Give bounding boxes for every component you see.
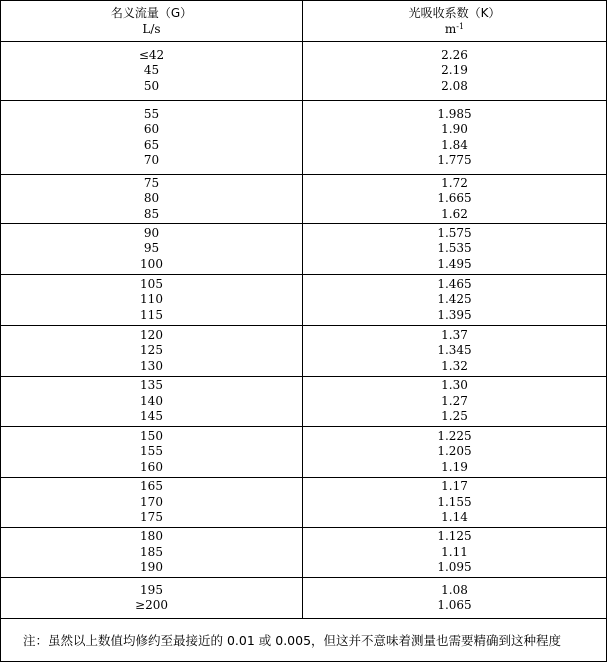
k-cell [303,427,607,478]
flow-cell [1,578,303,619]
k-value: 1.08 [441,582,468,597]
flow-value: 130 [140,358,163,373]
k-value: 1.665 [437,191,472,206]
flow-value: 45 [143,63,160,78]
flow-value: 95 [143,241,160,256]
flow-value: 125 [140,343,163,358]
flow-value: 105 [140,276,163,291]
flow-value: 85 [143,206,160,221]
header-k-cell [303,1,607,42]
k-value: 1.775 [437,153,472,167]
k-cell [303,326,607,377]
flow-value: 190 [140,560,163,575]
k-value: 1.37 [441,327,468,342]
header-row [1,1,607,42]
k-value: 1.72 [441,175,468,190]
flow-value: 80 [143,191,160,206]
header-flow-title: 名义流量（G） [110,6,193,20]
flow-value: 55 [143,106,160,121]
k-value: 1.30 [441,378,468,393]
k-value: 1.32 [441,358,468,373]
flow-cell [1,101,303,175]
k-value: 1.495 [437,256,472,271]
k-value: 1.205 [437,444,472,459]
group-row [1,42,607,101]
flow-value: 120 [140,327,163,342]
flow-value: 165 [140,479,163,494]
flow-value: 100 [140,256,163,271]
k-value: 1.25 [441,409,468,424]
table-body [1,1,607,662]
flow-cell [1,326,303,377]
k-value: 1.425 [437,292,472,307]
header-k-unit-base: m [444,22,457,36]
k-value: 1.225 [437,428,472,443]
group-row [1,175,607,224]
k-value: 1.465 [437,276,472,291]
k-cell [303,578,607,619]
flow-value: 65 [143,137,160,152]
flow-cell [1,377,303,427]
header-k-title: 光吸收系数（K） [408,6,501,20]
k-cell [303,478,607,528]
k-value: 1.065 [437,598,472,612]
k-value: 1.62 [441,206,468,221]
k-value: 1.575 [437,225,472,240]
k-value: 2.08 [441,78,468,93]
k-cell [303,275,607,326]
k-value: 2.19 [441,63,468,78]
k-cell [303,377,607,427]
flow-value: 140 [140,393,163,408]
note-text: 注：虽然以上数值均修约至最接近的 0.01 或 0.005，但这并不意味着测量也需要精确到这种程度 [1,619,607,662]
flow-value: 175 [140,510,163,525]
flow-value: ≥200 [135,598,168,612]
group-row [1,377,607,427]
k-cell [303,175,607,224]
group-row [1,578,607,619]
k-value: 1.11 [441,544,468,559]
k-value: 1.17 [441,479,468,494]
flow-value: 180 [140,529,163,544]
flow-value: 110 [140,292,163,307]
group-row [1,427,607,478]
group-row [1,224,607,275]
flow-cell [1,275,303,326]
header-flow-unit: L/s [142,22,161,36]
flow-value: ≤42 [138,47,165,62]
group-row [1,275,607,326]
k-cell [303,101,607,175]
header-k-unit-exp: -1 [456,22,465,31]
k-value: 1.84 [441,137,468,152]
flow-value: 160 [140,459,163,474]
k-value: 1.155 [437,494,472,509]
header-flow-cell [1,1,303,42]
group-row [1,478,607,528]
k-value: 1.985 [437,106,472,121]
note-row [1,619,607,662]
flow-value: 170 [140,494,163,509]
flow-value: 135 [140,378,163,393]
k-value: 1.19 [441,459,468,474]
flow-value: 185 [140,544,163,559]
k-value: 1.345 [437,343,472,358]
k-value: 1.535 [437,241,472,256]
k-value: 1.14 [441,510,468,525]
k-value: 1.27 [441,393,468,408]
k-value: 2.26 [441,47,468,62]
flow-value: 70 [143,153,160,167]
flow-value: 195 [140,582,163,597]
flow-value: 150 [140,428,163,443]
flow-cell [1,42,303,101]
flow-value: 75 [143,175,160,190]
flow-cell [1,224,303,275]
group-row [1,101,607,175]
k-cell [303,42,607,101]
flow-cell [1,175,303,224]
flow-cell [1,478,303,528]
header-k-unit [303,21,606,37]
flow-cell [1,528,303,578]
group-row [1,528,607,578]
flow-value: 115 [140,307,163,322]
flow-cell [1,427,303,478]
group-row [1,326,607,377]
k-cell [303,224,607,275]
flow-value: 60 [143,122,160,136]
flow-value: 155 [140,444,163,459]
k-value: 1.90 [441,122,468,136]
k-value: 1.125 [437,529,472,544]
flow-value: 145 [140,409,163,424]
flow-value: 50 [143,78,160,93]
flow-value: 90 [143,225,160,240]
k-value: 1.395 [437,307,472,322]
k-cell [303,528,607,578]
k-value: 1.095 [437,560,472,575]
